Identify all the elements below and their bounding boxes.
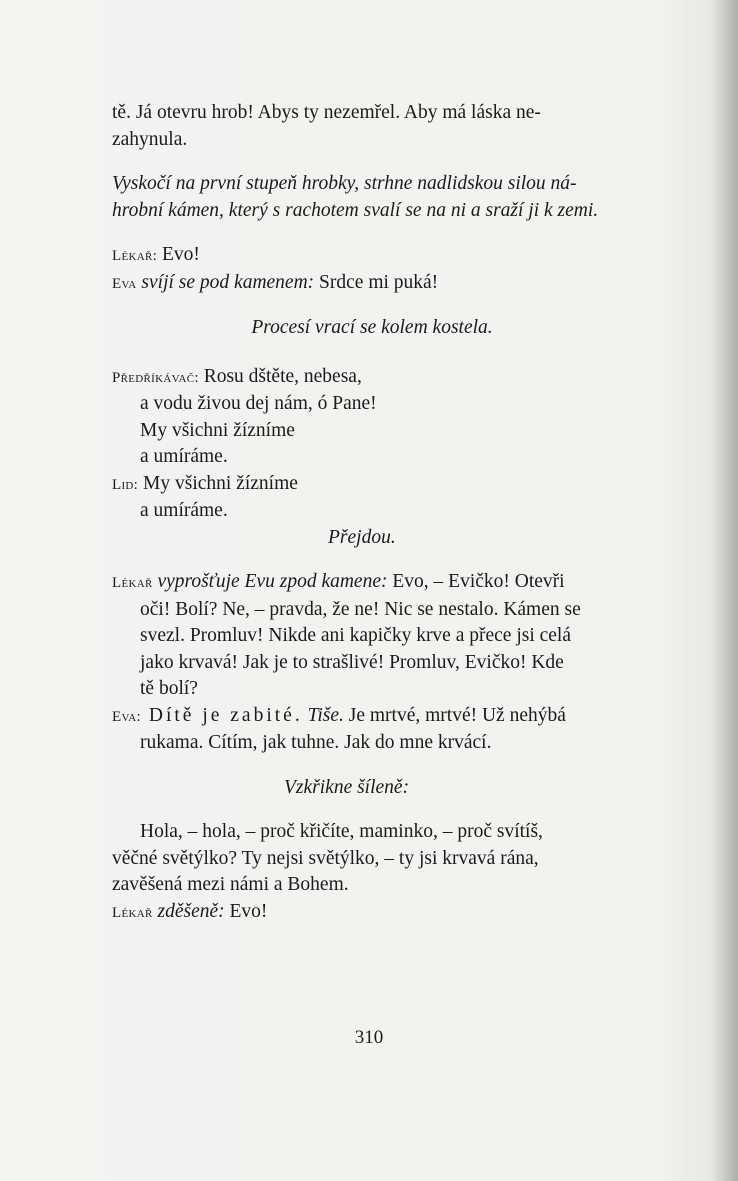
verse-line: a vodu živou dej nám, ó Pane! — [140, 393, 377, 414]
stage-direction: Tiše. — [302, 704, 344, 726]
speech-text: jako krvavá! Jak je to strašlivé! Promluv, Evičko! Kde — [140, 651, 564, 673]
verse-line: My všichni žízníme — [140, 419, 295, 441]
page-number: 310 — [354, 1027, 384, 1048]
speaker-name: Předříkávač: — [112, 369, 199, 386]
stage-direction: svíjí se pod kamenem: — [136, 271, 315, 293]
speech-lekar — [112, 242, 632, 270]
page-edge-shadow — [712, 0, 738, 1181]
verse-line: Rosu dštěte, nebesa, — [198, 365, 362, 387]
speech-text: zavěšená mezi námi a Bohem. — [112, 874, 349, 895]
speech-text: svezl. Promluv! Nikde ani kapičky krve a přece jsi celá — [140, 625, 572, 646]
speech-eva-2 — [112, 703, 632, 899]
stage-direction-centered: Procesí vrací se kolem kostela. — [251, 317, 493, 338]
speech-text: tě bolí? — [140, 678, 198, 699]
speech-text: Evo, – Evičko! Otevři — [387, 571, 565, 592]
speech-text: oči! Bolí? Ne, – pravda, že ne! Nic se nestalo. Kámen se — [140, 598, 581, 620]
speech-lekar-2 — [112, 569, 632, 703]
prose-line: zahynula. — [112, 128, 188, 150]
speech-text: věčné světýlko? Ty nejsi světýlko, – ty jsi krvavá rána, — [112, 847, 539, 869]
stage-direction: hrobní kámen, který s rachotem svalí se na ni a sraží ji k zemi. — [112, 199, 599, 221]
page-text — [112, 100, 632, 926]
speech-text: Evo! — [157, 244, 200, 265]
speech-text: Je mrtvé, mrtvé! Už nehýbá — [343, 704, 566, 726]
speaker-name: Eva — [112, 275, 137, 292]
speech-lekar-3 — [112, 899, 632, 927]
stage-direction-centered: Přejdou. — [328, 526, 396, 548]
stage-direction: Vyskočí na první stupeň hrobky, strhne nadlidskou silou ná- — [112, 173, 577, 194]
prose-line: tě. Já otevru hrob! Abys ty nezemřel. Aby má láska ne- — [112, 102, 541, 123]
speaker-name: Lékař: — [112, 248, 158, 264]
speaker-name: Lékař — [112, 575, 153, 591]
speaker-name: Lékař — [112, 904, 153, 921]
speaker-name: Eva: — [112, 708, 141, 725]
speech-eva — [112, 270, 632, 298]
speaker-name: Lid: — [112, 476, 139, 493]
stage-direction: vyprošťuje Evu zpod kamene: — [152, 571, 388, 592]
speech-text: Srdce mi puká! — [314, 271, 439, 293]
verse-line: a umíráme. — [140, 500, 228, 521]
speech-predrikavac — [112, 364, 632, 471]
speech-text: Hola, – hola, – proč křičíte, maminko, – proč svítíš, — [140, 821, 543, 842]
speech-text: rukama. Cítím, jak tuhne. Jak do mne krvácí. — [140, 732, 492, 753]
verse-line: a umíráme. — [140, 446, 228, 467]
speech-text-spaced: Dítě je zabité. — [141, 704, 303, 726]
speech-text: Evo! — [224, 900, 268, 922]
stage-direction: zděšeně: — [152, 900, 225, 922]
stage-direction-centered: Vzkřikne šíleně: — [284, 776, 410, 798]
verse-line: My všichni žízníme — [138, 472, 298, 494]
speech-lid — [112, 471, 632, 525]
